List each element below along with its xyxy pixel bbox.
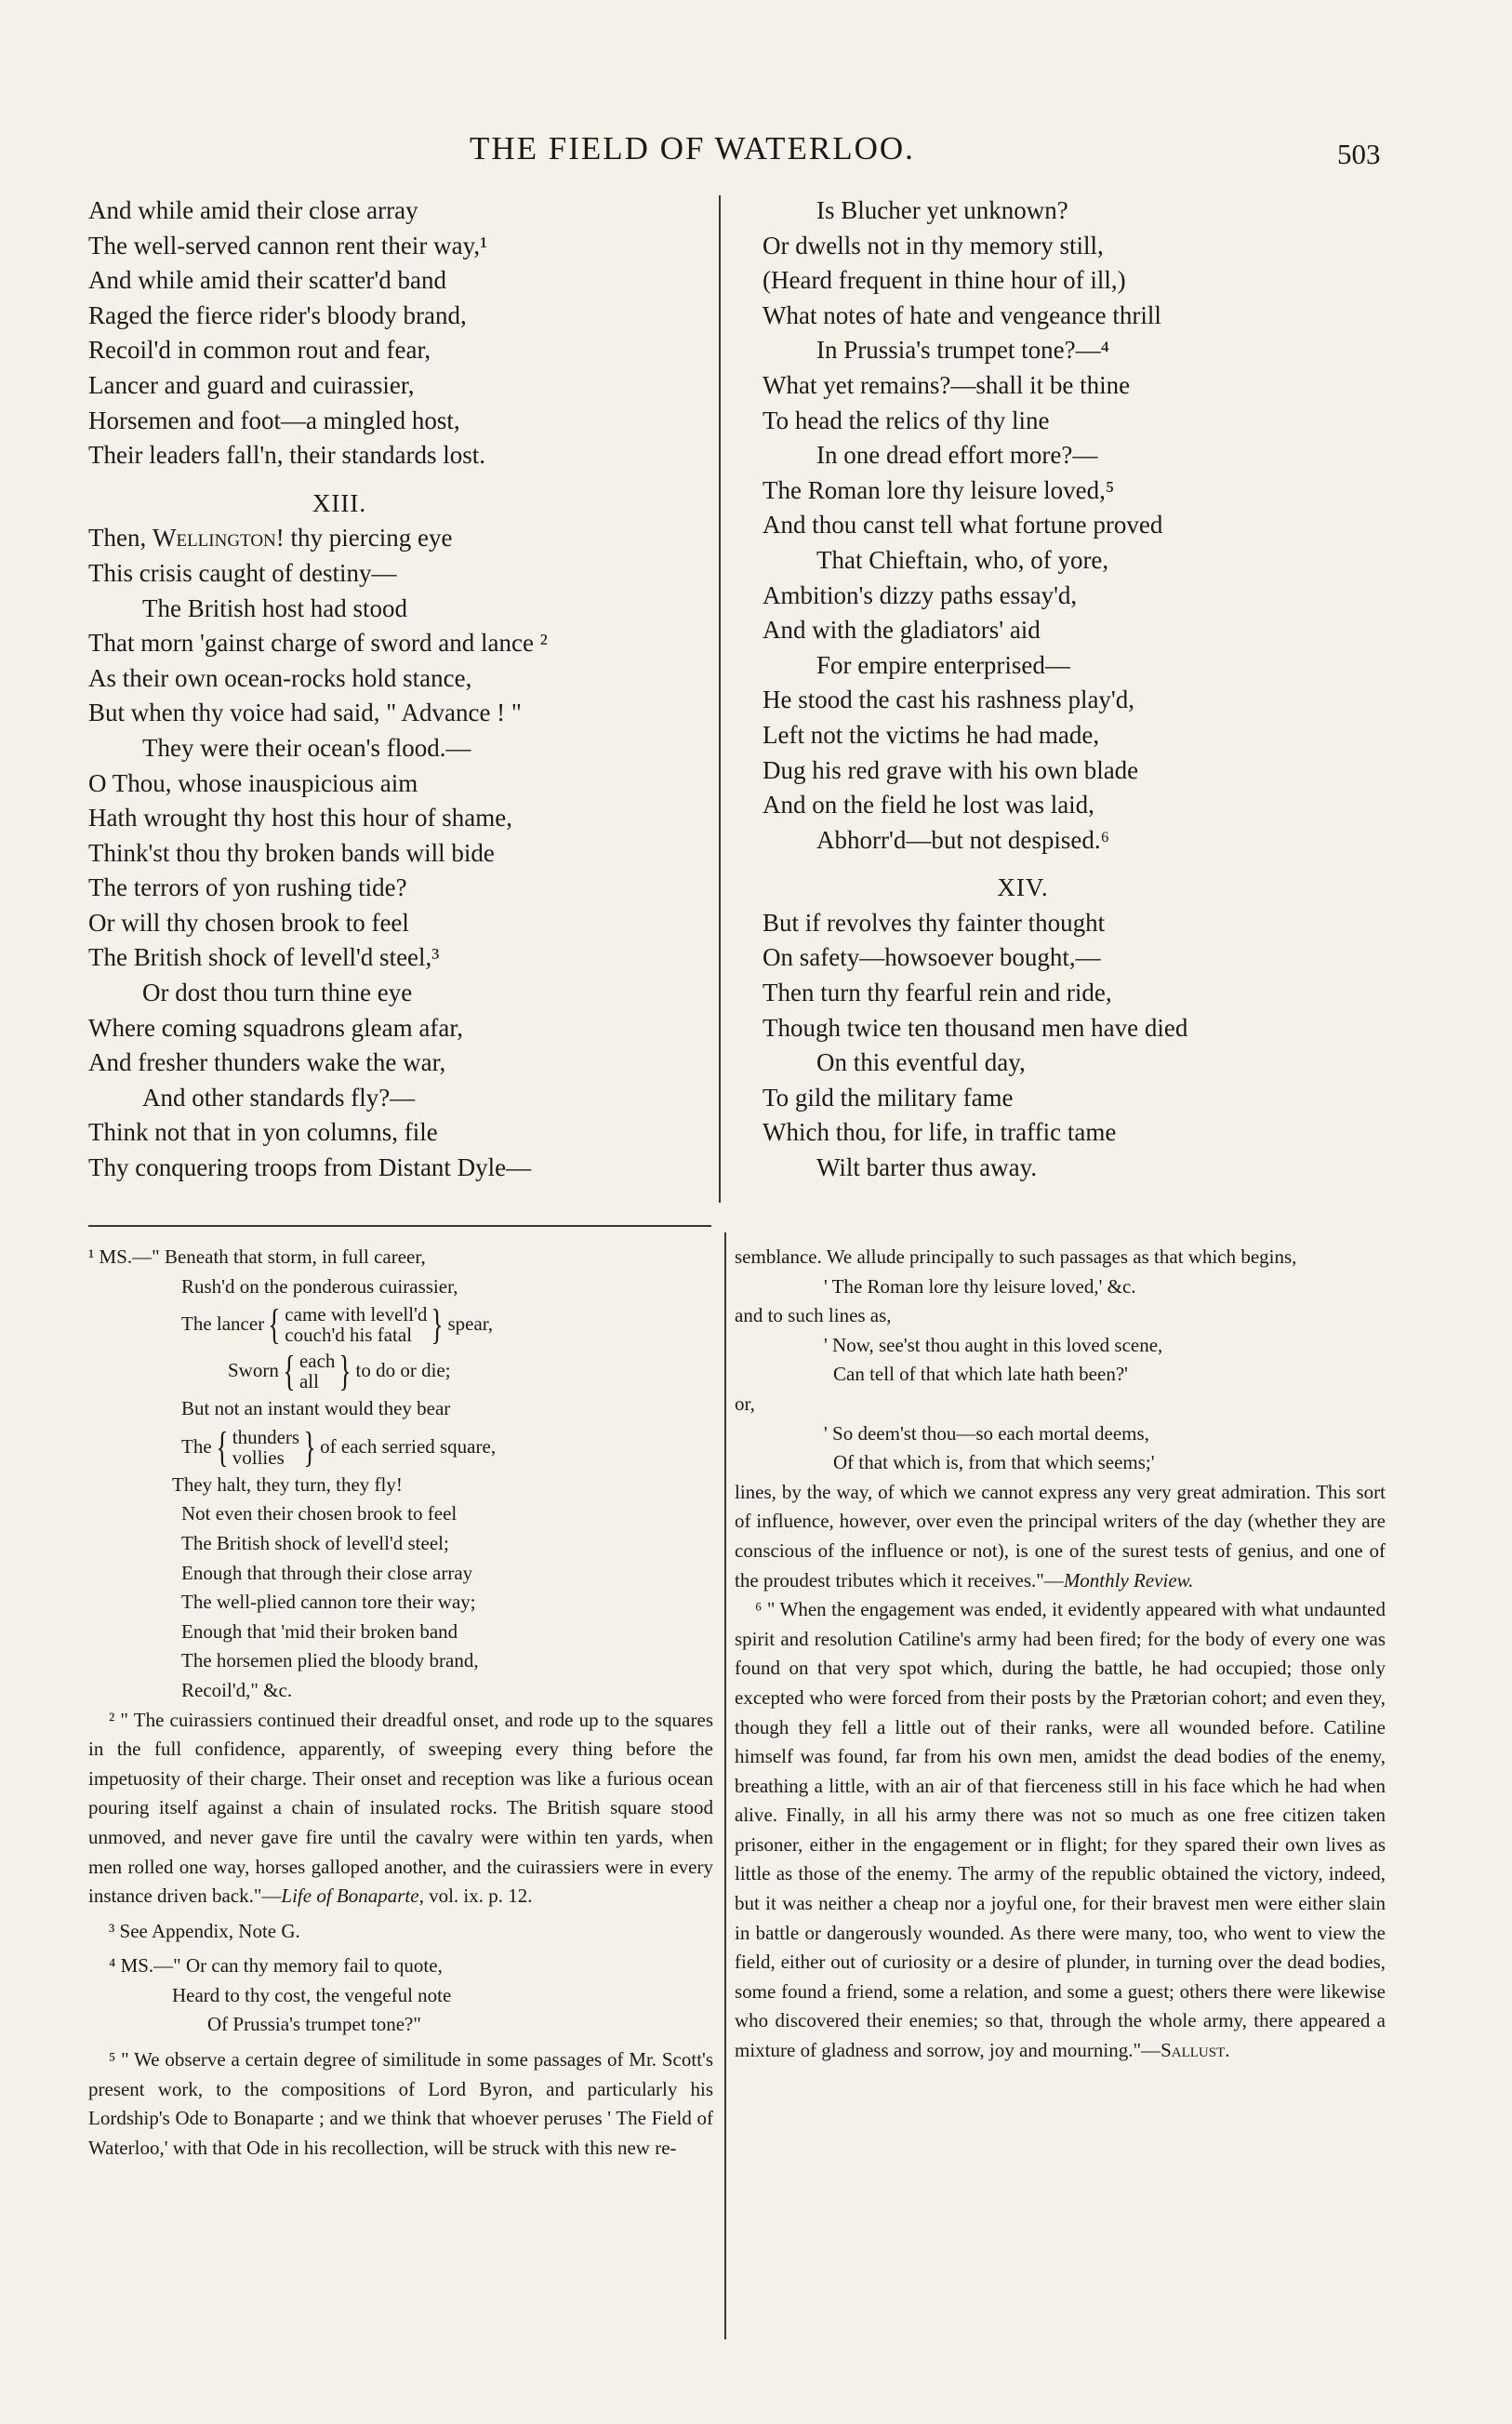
poem-line: But if revolves thy fainter thought [763, 908, 1106, 937]
citation: Life of Bonaparte [281, 1885, 419, 1908]
brace-tail: to do or die; [355, 1359, 451, 1382]
poem-line: Lancer and guard and cuirassier, [88, 370, 415, 399]
footnote-text: or, [735, 1392, 755, 1415]
wellington-name: Wellington [152, 524, 276, 553]
poem-line: On this eventful day, [816, 1048, 1026, 1077]
poem-line: That morn 'gainst charge of sword and lance ² [88, 629, 548, 658]
poem-line: And while amid their scatter'd band [88, 266, 447, 295]
brace-option: thunders [232, 1425, 300, 1448]
brace-tail: of each serried square, [320, 1434, 497, 1458]
footnote-text: ⁶ " When the engagement was ended, it evidently appeared with what undaunted spirit and resolution Catiline's army had been fired; for the body of every one was found on that very spot which, during the battle, he had occupied; those only excepted who were forced from their posts by the Prætorian cohort; and even they, though they fell a little out of their ranks, were all wounded before. Catiline himself was found, far from his own men, amidst the dead bodies of the enemy, breathing a little, with an air of that fierceness still in his face which he had when alive. Finally, in all his army there was not so much as one free citizen taken prisoner, either in the engagement or in flight; for they spared their own lives as little as those of the enemy. The army of the republic obtained the victory, indeed, but it was neither a cheap nor a joyful one, for their bravest men were either slain in battle or dangerously wounded. As there were many, too, who went to view the field, either out of curiosity or a desire of plunder, in turning over the dead bodies, some found a friend, some a relation, and some a guest; others there were likewise who discovered their enemies; so that, through the whole army, there appeared a mixture of gladness and sorrow, joy and mourning."— [735, 1598, 1386, 2062]
poem-line: Or dwells not in thy memory still, [763, 231, 1104, 260]
poem-line: To gild the military fame [763, 1083, 1014, 1112]
footnote-2 [88, 1706, 713, 1911]
footnote-rule [88, 1225, 711, 1227]
footnote-5-tail [735, 1478, 1386, 1595]
poem-line: Or will thy chosen brook to feel [88, 908, 409, 937]
poem-line: Where coming squadrons gleam afar, [88, 1013, 464, 1042]
poem-line: Thy conquering troops from Distant Dyle— [88, 1153, 532, 1182]
footnote-line: Rush'd on the ponderous cuirassier, [181, 1274, 458, 1298]
footnotes-left [88, 1243, 713, 2163]
poem-line: In one dread effort more?— [816, 441, 1098, 470]
poem-line [88, 521, 721, 556]
footnote-line: Enough that through their close array [181, 1561, 473, 1584]
brace-option: each [298, 1350, 336, 1373]
footnote-line: The horsemen plied the bloody brand, [181, 1649, 479, 1672]
poem-line: And on the field he lost was laid, [763, 791, 1094, 819]
brace-tail: spear, [447, 1312, 494, 1336]
poem-line: And other standards fly?— [142, 1083, 416, 1112]
footnote-brace-sworn [88, 1348, 713, 1394]
left-brace-icon: { [283, 1347, 296, 1395]
poem-line: The Roman lore thy leisure loved,⁵ [763, 475, 1115, 504]
footnote-text: , vol. ix. p. 12. [418, 1885, 533, 1908]
footnote-line: The well-plied cannon tore their way; [181, 1591, 476, 1614]
poem-line: Think'st thou thy broken bands will bide [88, 838, 495, 867]
footnote-6 [735, 1595, 1386, 2066]
left-brace-icon: { [268, 1300, 281, 1349]
running-title: THE FIELD OF WATERLOO. [470, 130, 915, 166]
poem-line: What notes of hate and vengeance thrill [763, 300, 1161, 329]
brace-option: couch'd his fatal [285, 1324, 413, 1347]
poem-line: As their own ocean-rocks hold stance, [88, 663, 472, 692]
footnote-text: and to such lines as, [735, 1304, 892, 1327]
stanza-number-xiii: XIII. [312, 488, 367, 517]
poem-line: And with the gladiators' aid [763, 616, 1041, 645]
poem-line: Hath wrought thy host this hour of shame, [88, 804, 512, 832]
poem-left-column [88, 193, 721, 1186]
footnote-column-divider [724, 1232, 726, 2339]
poem-line: Horsemen and foot—a mingled host, [88, 406, 460, 434]
poem-line: (Heard frequent in thine hour of ill,) [763, 266, 1126, 295]
footnote-line: Heard to thy cost, the vengeful note [172, 1983, 452, 2006]
footnote-brace-lancer [88, 1301, 713, 1348]
poem-line: Wilt barter thus away. [816, 1153, 1038, 1182]
poem-lines-b [88, 556, 721, 1186]
page-number: 503 [1337, 138, 1381, 170]
footnote-brace-the [88, 1424, 713, 1471]
poem-line: Recoil'd in common rout and fear, [88, 336, 431, 365]
poem-lines-b [763, 906, 1432, 1186]
poem-right-column [763, 193, 1432, 1186]
footnote-line: Enough that 'mid their broken band [181, 1619, 458, 1643]
footnote-1-head: ¹ MS.—" Beneath that storm, in full career, [88, 1245, 426, 1268]
footnote-5-continued: semblance. We allude principally to such passages as that which begins, [735, 1245, 1297, 1268]
poem-line: The British host had stood [142, 593, 407, 622]
poem-line: Abhorr'd—but not despised.⁶ [816, 825, 1109, 854]
poem-line: The terrors of yon rushing tide? [88, 873, 407, 902]
brace-option: vollies [232, 1445, 285, 1469]
quoted-line: ' So deem'st thou—so each mortal deems, [824, 1421, 1149, 1445]
brace-option: came with levell'd [285, 1303, 428, 1326]
footnote-line: Of Prussia's trumpet tone?" [207, 2013, 421, 2036]
poem-line: And thou canst tell what fortune proved [763, 511, 1163, 539]
poem-line: He stood the cast his rashness play'd, [763, 686, 1135, 714]
poem-line: The well-served cannon rent their way,¹ [88, 231, 488, 260]
brace-option: all [298, 1370, 319, 1393]
footnote-line: But not an instant would they bear [181, 1397, 451, 1420]
poem-line: Is Blucher yet unknown? [816, 196, 1068, 224]
poem-line: And fresher thunders wake the war, [88, 1048, 446, 1077]
footnote-line: They halt, they turn, they fly! [172, 1472, 403, 1496]
footnote-4: ⁴ MS.—" Or can thy memory fail to quote, [109, 1954, 443, 1978]
poem-line-text: Then, [88, 524, 153, 553]
right-brace-icon: } [303, 1422, 316, 1471]
left-brace-icon: { [216, 1422, 229, 1471]
poem-line: For empire enterprised— [816, 650, 1070, 679]
quoted-line: Of that which is, from that which seems;' [833, 1451, 1155, 1474]
brace-options [285, 1304, 427, 1345]
poem-lines-a [88, 193, 721, 473]
poem-line: Or dost thou turn thine eye [142, 979, 413, 1007]
page-header [0, 130, 1512, 177]
poem-line: Think not that in yon columns, file [88, 1118, 438, 1147]
footnote-1-lines [88, 1471, 713, 1706]
footnotes-right [735, 1243, 1386, 2066]
poem-line: Which thou, for life, in traffic tame [763, 1118, 1117, 1147]
footnote-3: ³ See Appendix, Note G. [109, 1919, 300, 1942]
footnote-line: The British shock of levell'd steel; [181, 1531, 449, 1554]
right-brace-icon: } [431, 1300, 444, 1349]
footnote-5: ⁵ " We observe a certain degree of similitude in some passages of Mr. Scott's present work, to the compositions of Lord Byron, and particularly his Lordship's Ode to Bonaparte ; and we think that whoever peruses ' The Field of Waterloo,' with that Ode in his recollection, will be struck with this new re- [88, 2048, 713, 2159]
poem-line: This crisis caught of destiny— [88, 558, 397, 587]
poem-line: They were their ocean's flood.— [142, 733, 471, 762]
right-brace-icon: } [338, 1347, 352, 1395]
poem-line: Their leaders fall'n, their standards lost. [88, 441, 485, 470]
quoted-line: ' The Roman lore thy leisure loved,' &c. [824, 1274, 1136, 1298]
footnote-line: Recoil'd," &c. [181, 1678, 293, 1701]
brace-lead: The [181, 1434, 212, 1458]
poem-line: And while amid their close array [88, 196, 418, 224]
poem-line: Ambition's dizzy paths essay'd, [763, 580, 1078, 609]
brace-lead: Sworn [228, 1359, 279, 1382]
poem-line: To head the relics of thy line [763, 406, 1050, 434]
poem-line: Dug his red grave with his own blade [763, 755, 1139, 784]
brace-lead: The lancer [181, 1312, 265, 1336]
poem-line: But when thy voice had said, " Advance ! " [88, 699, 522, 727]
poem-line: Raged the fierce rider's bloody brand, [88, 300, 467, 329]
brace-options [299, 1351, 335, 1392]
citation: Monthly Review. [1063, 1568, 1194, 1592]
footnote-text: ² " The cuirassiers continued their dreadful onset, and rode up to the squares in the full confidence, apparently, of sweeping every thing before the impetuosity of their charge. Their onset and reception was like a furious ocean pouring itself against a chain of insulated rocks. The British square stood unmoved, and never gave fire until the cavalry were within ten yards, when men rolled one way, horses galloped another, and the cuirassiers were in every instance driven back."— [88, 1708, 713, 1908]
poem-line-text: ! thy piercing eye [275, 524, 453, 553]
poem-line: Though twice ten thousand men have died [763, 1013, 1188, 1042]
quoted-line: ' Now, see'st thou aught in this loved scene, [824, 1333, 1163, 1356]
quoted-line: Can tell of that which late hath been?' [833, 1363, 1128, 1386]
poem-line: On safety—howsoever bought,— [763, 943, 1101, 972]
poem-line: Left not the victims he had made, [763, 720, 1100, 749]
stanza-number-xiv: XIV. [997, 873, 1049, 902]
brace-options [232, 1427, 299, 1468]
footnote-line: Not even their chosen brook to feel [181, 1502, 458, 1525]
poem-line: O Thou, whose inauspicious aim [88, 768, 418, 797]
citation: Sallust. [1161, 2039, 1230, 2062]
footnote-text: lines, by the way, of which we cannot express any very great admiration. This sort of influence, however, over even the principal writers of the day (whether they are conscious of the influence or not), is one of the surest tests of genius, and one of the proudest tributes which it receives."— [735, 1480, 1386, 1592]
poem-lines-a [763, 193, 1432, 858]
poem-line: The British shock of levell'd steel,³ [88, 943, 440, 972]
poem-line: That Chieftain, who, of yore, [816, 545, 1109, 574]
poem-line: Then turn thy fearful rein and ride, [763, 979, 1112, 1007]
poem-line: What yet remains?—shall it be thine [763, 370, 1131, 399]
poem-line: In Prussia's trumpet tone?—⁴ [816, 336, 1109, 365]
